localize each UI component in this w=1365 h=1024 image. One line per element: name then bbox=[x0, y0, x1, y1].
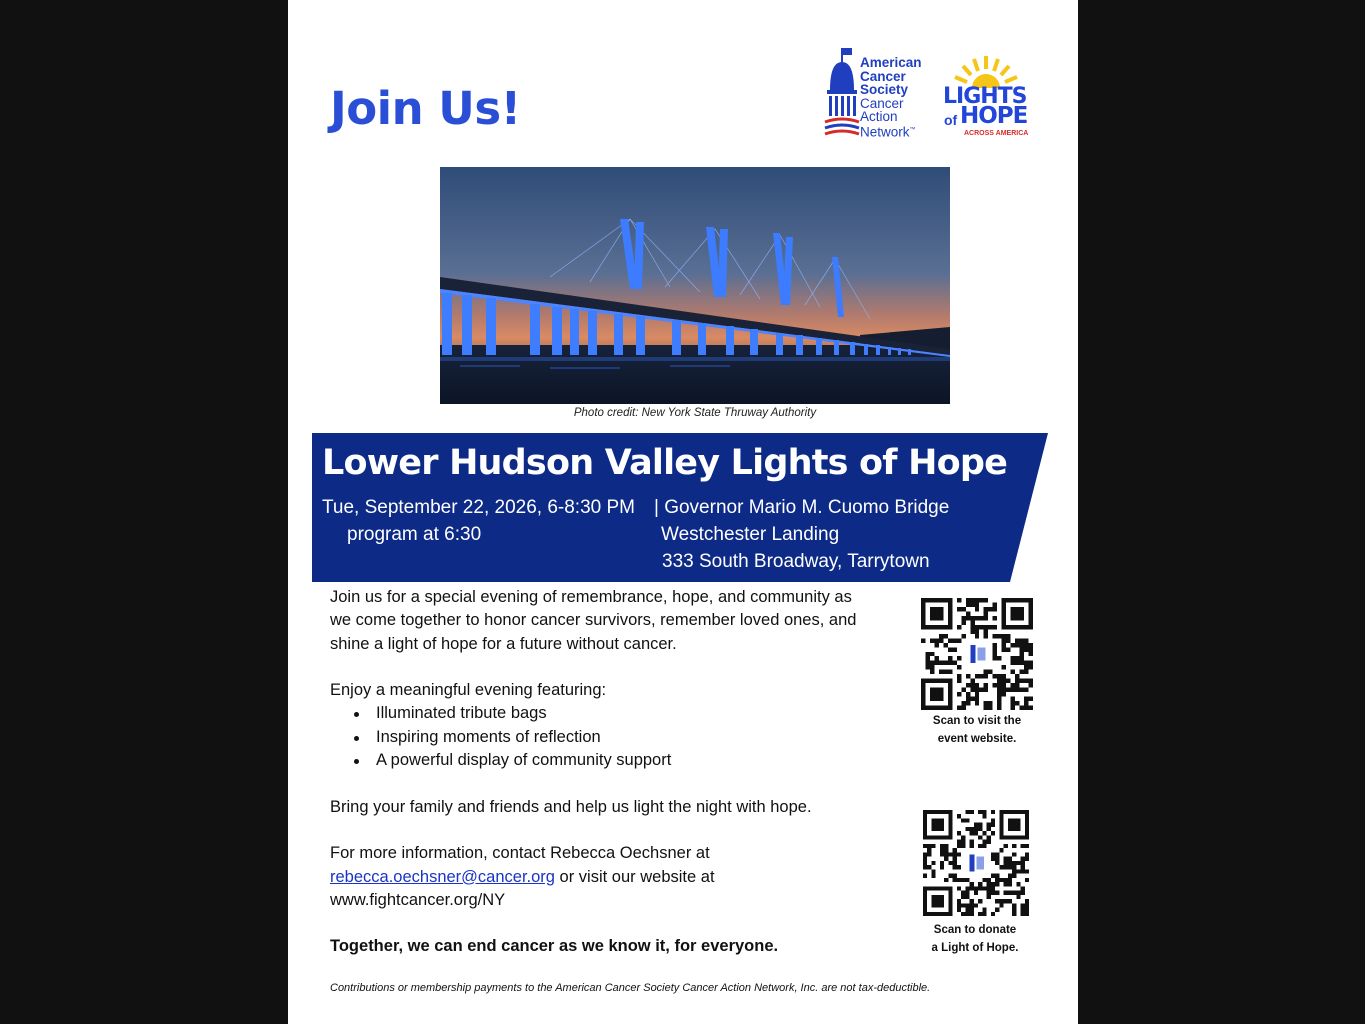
bridge-photo bbox=[440, 167, 950, 404]
event-qr-label bbox=[907, 712, 1047, 748]
list-item: Inspiring moments of reflection bbox=[354, 726, 905, 749]
page-title: Join Us! bbox=[330, 82, 521, 135]
event-landing: Westchester Landing bbox=[661, 524, 840, 545]
loh-of-text: of bbox=[944, 112, 958, 128]
event-website-qr-code[interactable] bbox=[921, 598, 1033, 710]
features-intro: Enjoy a meaningful evening featuring: bbox=[330, 681, 607, 700]
event-program-time: program at 6:30 bbox=[347, 524, 482, 545]
donate-qr-label-line-1: Scan to donate bbox=[933, 924, 1017, 936]
intro-line-3: shine a light of hope for a future without cancer. bbox=[330, 634, 677, 653]
list-item: Illuminated tribute bags bbox=[354, 702, 905, 725]
donate-qr-label-line-2: a Light of Hope. bbox=[931, 942, 1019, 954]
acs-line-2: Cancer bbox=[860, 68, 906, 84]
intro-line-2: we come together to honor cancer survivors, remember loved ones, and bbox=[330, 611, 857, 630]
photo-caption: Photo credit: New York State Thruway Authority bbox=[573, 407, 817, 419]
loh-lights-text: LIGHTS bbox=[943, 84, 1027, 109]
contact-text-2: or visit our website at bbox=[554, 867, 715, 886]
invite-text: Bring your family and friends and help us light the night with hope. bbox=[330, 797, 812, 816]
acs-can-wordmark bbox=[860, 56, 922, 139]
acs-line-6: Network bbox=[860, 124, 910, 139]
capitol-dome-icon bbox=[824, 46, 860, 142]
loh-hope-text: HOPE bbox=[960, 103, 1028, 129]
event-venue: | Governor Mario M. Cuomo Bridge bbox=[654, 497, 950, 518]
event-title: Lower Hudson Valley Lights of Hope bbox=[322, 443, 1008, 483]
donate-qr-label bbox=[905, 921, 1045, 957]
email-link[interactable]: rebecca.oechsner@cancer.org bbox=[330, 867, 555, 886]
features-list bbox=[330, 702, 905, 772]
event-qr-label-line-1: Scan to visit the bbox=[932, 715, 1022, 727]
lights-of-hope-logo bbox=[940, 54, 1036, 142]
list-item: A powerful display of community support bbox=[354, 749, 905, 772]
acs-line-3: Society bbox=[860, 82, 909, 97]
event-qr-label-line-2: event website. bbox=[937, 733, 1017, 745]
acs-line-1: American bbox=[860, 55, 922, 70]
acs-line-4: Cancer bbox=[860, 95, 904, 111]
event-description bbox=[330, 586, 905, 959]
event-address: 333 South Broadway, Tarrytown bbox=[662, 551, 930, 572]
closing-statement: Together, we can end cancer as we know it, for everyone. bbox=[330, 937, 779, 956]
trademark-mark: ™ bbox=[909, 126, 916, 133]
acs-can-logo bbox=[824, 42, 936, 142]
loh-across-text: ACROSS AMERICA bbox=[964, 130, 1029, 137]
event-banner bbox=[312, 433, 1048, 582]
acs-line-6-wrap bbox=[860, 124, 922, 139]
flyer-page bbox=[288, 0, 1078, 1024]
donate-qr-code[interactable] bbox=[923, 810, 1029, 916]
contact-line bbox=[330, 866, 905, 889]
contact-text: For more information, contact Rebecca Oechsner at bbox=[330, 844, 710, 863]
event-date: Tue, September 22, 2026, 6-8:30 PM bbox=[322, 497, 635, 518]
website-text: www.fightcancer.org/NY bbox=[330, 890, 506, 909]
acs-line-5: Action bbox=[860, 109, 898, 124]
tax-disclaimer: Contributions or membership payments to the American Cancer Society Cancer Action Network, Inc. are not tax-deductible. bbox=[330, 982, 931, 994]
intro-line-1: Join us for a special evening of remembrance, hope, and community as bbox=[330, 588, 852, 606]
